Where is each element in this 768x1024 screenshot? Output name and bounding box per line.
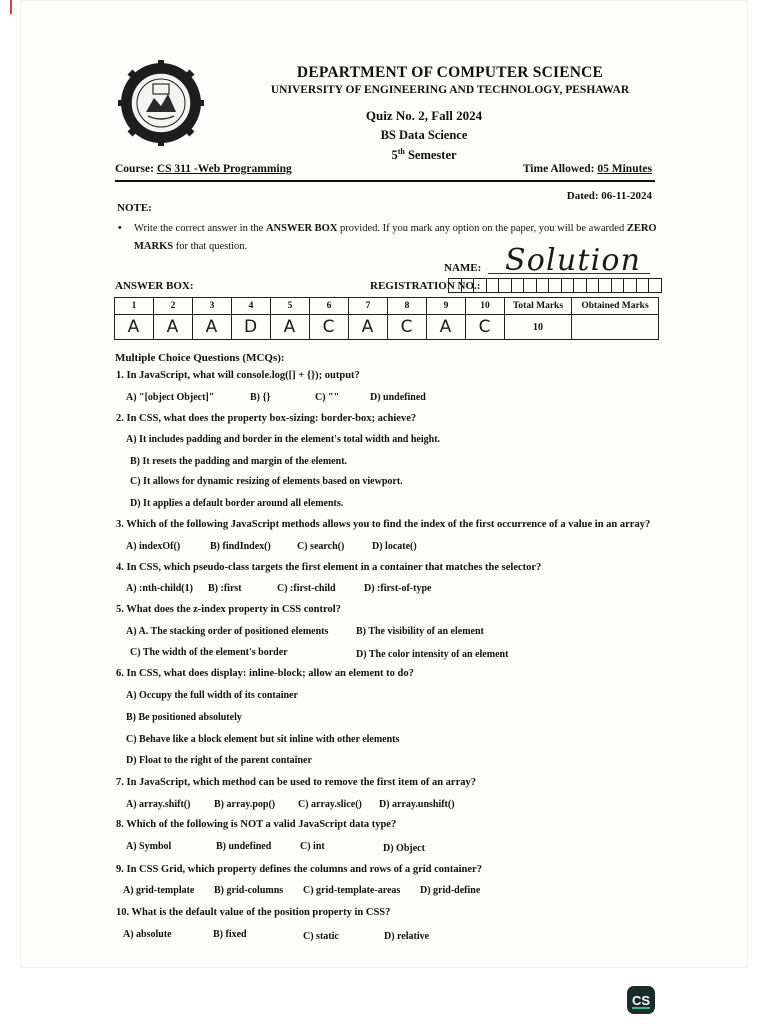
handwritten-name-text: Solution	[505, 243, 640, 278]
answer-table	[114, 297, 659, 340]
semester-word: Semester	[404, 148, 457, 163]
answer-cell[interactable]: A	[193, 315, 232, 340]
answer-number: 8	[388, 298, 427, 315]
header-divider	[115, 180, 655, 182]
answer-number: 9	[427, 298, 466, 315]
answer-number: 3	[193, 298, 232, 315]
q2-option-c: C) It allows for dynamic resizing of elements based on viewport.	[130, 476, 403, 487]
question-10: 10. What is the default value of the position property in CSS?	[116, 907, 391, 918]
q10-option-d: D) relative	[384, 931, 430, 942]
q10-option-b: B) fixed	[213, 929, 247, 940]
q8-option-d: D) Object	[383, 843, 425, 854]
time-allowed	[523, 163, 652, 175]
answer-cell[interactable]: A	[115, 315, 154, 340]
question-7: 7. In JavaScript, which method can be used to remove the first item of an array?	[116, 777, 476, 788]
answer-cell[interactable]: C	[466, 315, 505, 340]
note-title: NOTE:	[117, 202, 152, 214]
q3-option-c: C) search()	[297, 541, 345, 552]
q8-option-c: C) int	[300, 841, 325, 852]
q9-option-c: C) grid-template-areas	[303, 885, 401, 896]
q3-option-d: D) locate()	[372, 541, 417, 552]
answer-number: 1	[115, 298, 154, 315]
answer-cell[interactable]: A	[349, 315, 388, 340]
answer-number: 2	[154, 298, 193, 315]
q3-option-b: B) findIndex()	[210, 541, 271, 552]
question-4: 4. In CSS, which pseudo-class targets the first element in a container that matches the selector?	[116, 562, 542, 573]
q5-option-d: D) The color intensity of an element	[356, 649, 509, 660]
q9-option-a: A) grid-template	[123, 885, 195, 896]
q4-option-c: C) :first-child	[277, 583, 336, 594]
time-value: 05 Minutes	[597, 163, 652, 175]
handwritten-name-value	[505, 234, 645, 278]
course-value: CS 311 -Web Programming	[156, 163, 292, 175]
total-marks-value: 10	[505, 315, 572, 340]
q4-option-d: D) :first-of-type	[364, 583, 432, 594]
q7-option-b: B) array.pop()	[214, 799, 276, 810]
q7-option-a: A) array.shift()	[126, 799, 191, 810]
answer-cell[interactable]: D	[232, 315, 271, 340]
q4-option-b: B) :first	[208, 583, 242, 594]
q3-option-a: A) indexOf()	[126, 541, 181, 552]
obtained-marks-value[interactable]	[572, 315, 659, 340]
question-2: 2. In CSS, what does the property box-sizing: border-box; achieve?	[116, 413, 417, 424]
note-text-a: Write the correct answer in the	[134, 223, 266, 234]
camscanner-logo-text: CS	[631, 992, 651, 1008]
answer-number: 5	[271, 298, 310, 315]
total-marks-header: Total Marks	[505, 298, 572, 315]
department-title: DEPARTMENT OF COMPUTER SCIENCE	[296, 64, 604, 81]
q1-option-c: C) ""	[315, 392, 340, 403]
answer-number: 4	[232, 298, 271, 315]
q9-option-b: B) grid-columns	[214, 885, 284, 896]
q6-option-d: D) Float to the right of the parent container	[126, 755, 312, 766]
semester-number: 5	[391, 148, 398, 163]
q6-option-b: B) Be positioned absolutely	[126, 712, 242, 723]
question-5: 5. What does the z-index property in CSS control?	[116, 604, 341, 615]
answer-cell[interactable]: C	[388, 315, 427, 340]
course-line	[115, 163, 292, 175]
answer-cell[interactable]: A	[271, 315, 310, 340]
q7-option-c: C) array.slice()	[298, 799, 362, 810]
answer-box-label: ANSWER BOX:	[115, 280, 194, 292]
bullet-icon: •	[118, 223, 122, 234]
obtained-marks-header: Obtained Marks	[572, 298, 659, 315]
q5-option-c: C) The width of the element's border	[130, 647, 288, 658]
q4-option-a: A) :nth-child(1)	[126, 583, 193, 594]
question-1: 1. In JavaScript, what will console.log([] + {}); output?	[116, 370, 360, 381]
answer-table-header-row	[115, 298, 659, 315]
q5-option-a: A) A. The stacking order of positioned elements	[126, 626, 329, 637]
note-text-d: ZERO MARKS	[134, 223, 657, 252]
quiz-title: Quiz No. 2, Fall 2024	[365, 108, 483, 123]
program-title: BS Data Science	[380, 128, 468, 142]
q6-option-a: A) Occupy the full width of its container	[126, 690, 298, 701]
note-text-c: provided. If you mark any option on the paper, you will be awarded	[337, 223, 627, 234]
q6-option-c: C) Behave like a block element but sit inline with other elements	[126, 734, 400, 745]
q2-option-a: A) It includes padding and border in the element's total width and height.	[126, 434, 441, 445]
q10-option-c: C) static	[303, 931, 339, 942]
mcq-section-title: Multiple Choice Questions (MCQs):	[115, 352, 285, 364]
answer-cell[interactable]: C	[310, 315, 349, 340]
registration-label: REGISTRATION NO.:	[370, 280, 481, 292]
q1-option-d: D) undefined	[370, 392, 426, 403]
answer-table-answer-row	[115, 315, 659, 340]
q5-option-b: B) The visibility of an element	[356, 626, 484, 637]
q1-option-b: B) {}	[250, 392, 271, 403]
question-6: 6. In CSS, what does display: inline-block; allow an element to do?	[116, 668, 414, 679]
note-text-e: for that question.	[173, 241, 248, 252]
answer-number: 7	[349, 298, 388, 315]
semester-title	[174, 147, 674, 163]
question-3: 3. Which of the following JavaScript methods allows you to find the index of the first occurrence of a value in an array?	[116, 519, 651, 530]
q2-option-d: D) It applies a default border around all elements.	[130, 498, 344, 509]
course-label: Course:	[115, 163, 157, 175]
q2-option-b: B) It resets the padding and margin of the element.	[130, 456, 348, 467]
q10-option-a: A) absolute	[123, 929, 172, 940]
q8-option-b: B) undefined	[216, 841, 272, 852]
name-label: NAME:	[444, 262, 482, 274]
semester-suffix: th	[397, 147, 405, 156]
question-9: 9. In CSS Grid, which property defines the columns and rows of a grid container?	[116, 864, 482, 875]
university-title: UNIVERSITY OF ENGINEERING AND TECHNOLOGY, PESHAWAR	[270, 84, 630, 96]
note-text-b: ANSWER BOX	[265, 223, 338, 234]
camscanner-logo-icon	[627, 986, 655, 1014]
time-label: Time Allowed:	[522, 163, 598, 175]
answer-cell[interactable]: A	[427, 315, 466, 340]
q7-option-d: D) array.unshift()	[379, 799, 455, 810]
answer-number: 10	[466, 298, 505, 315]
answer-number: 6	[310, 298, 349, 315]
q1-option-a: A) "[object Object]"	[126, 392, 215, 403]
answer-cell[interactable]: A	[154, 315, 193, 340]
q9-option-d: D) grid-define	[420, 885, 481, 896]
date-line: Dated: 06-11-2024	[566, 190, 652, 202]
registration-boxes[interactable]	[448, 278, 661, 293]
q8-option-a: A) Symbol	[126, 841, 172, 852]
scan-edge-mark	[10, 0, 12, 14]
question-8: 8. Which of the following is NOT a valid JavaScript data type?	[116, 819, 397, 830]
